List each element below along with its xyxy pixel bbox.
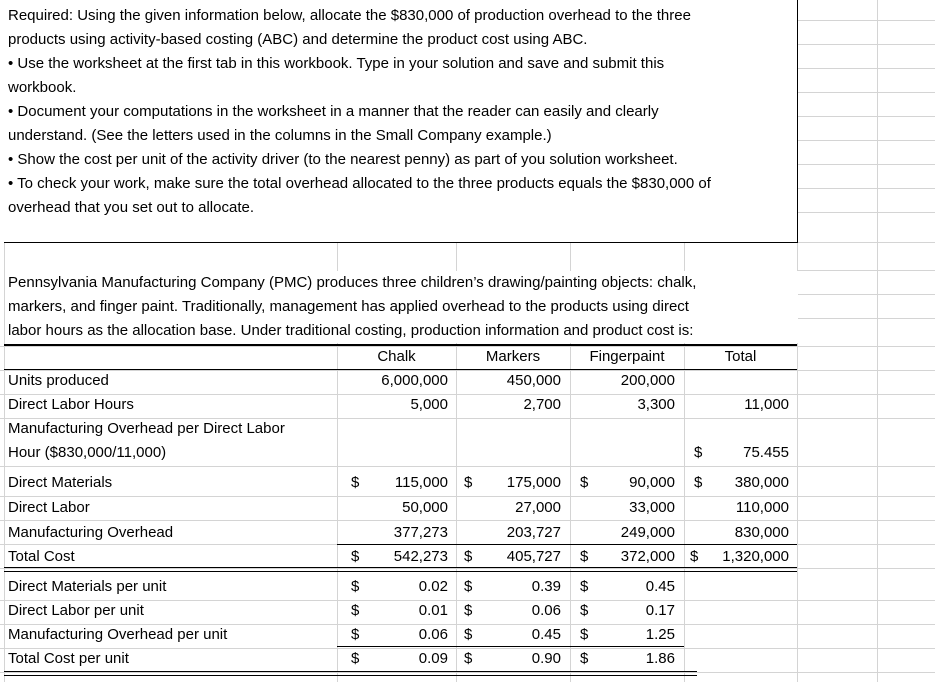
- units-fingerpaint: 200,000: [620, 372, 675, 389]
- required-line: • Use the worksheet at the first tab in this workbook. Type in your solution and save and submit this: [8, 55, 665, 72]
- moh-markers: 203,727: [506, 524, 561, 541]
- row-label-dl: Direct Labor: [8, 499, 90, 516]
- tc-chalk-dollar: $: [351, 548, 360, 565]
- tc-unit-double-underline: [4, 671, 697, 676]
- dm-fingerpaint: 90,000: [629, 474, 675, 491]
- dm-chalk-dollar: $: [351, 474, 360, 491]
- tc-fingerpaint: 372,000: [620, 548, 675, 565]
- tc-fingerpaint-dollar: $: [580, 548, 589, 565]
- row-label-units: Units produced: [8, 372, 109, 389]
- required-line: • Show the cost per unit of the activity driver (to the nearest penny) as part of you solution worksheet.: [8, 151, 678, 168]
- dl-chalk: 50,000: [402, 499, 448, 516]
- dm-markers: 175,000: [506, 474, 561, 491]
- tc-unit-markers: 0.90: [531, 650, 561, 667]
- header-bottom-border: [4, 369, 797, 370]
- dm-chalk: 115,000: [394, 474, 448, 491]
- tc-unit-chalk-dollar: $: [351, 650, 360, 667]
- row-label-dl-unit: Direct Labor per unit: [8, 602, 144, 619]
- row-label-moh-rate-2: Hour ($830,000/11,000): [8, 444, 167, 461]
- header-total: Total: [724, 348, 757, 365]
- required-line: • To check your work, make sure the total overhead allocated to the three products equals the $830,000 of: [8, 175, 711, 192]
- row-label-tc-unit: Total Cost per unit: [8, 650, 129, 667]
- row-label-moh-rate-1: Manufacturing Overhead per Direct Labor: [8, 420, 285, 437]
- dl-unit-markers: 0.06: [531, 602, 561, 619]
- tc-markers: 405,727: [506, 548, 561, 565]
- requirements-box: [4, 0, 798, 243]
- total-cost-double-underline: [337, 567, 797, 572]
- row-label-dlh: Direct Labor Hours: [8, 396, 134, 413]
- description-text: [8, 271, 798, 343]
- tc-unit-fingerpaint: 1.86: [645, 650, 675, 667]
- moh-rate-total: 75.455: [743, 444, 789, 461]
- moh-unit-markers: 0.45: [531, 626, 561, 643]
- dm-unit-markers-dollar: $: [464, 578, 473, 595]
- required-line: overhead that you set out to allocate.: [8, 199, 254, 216]
- dlh-chalk: 5,000: [410, 396, 448, 413]
- tc-chalk: 542,273: [393, 548, 448, 565]
- dm-total-dollar: $: [694, 474, 703, 491]
- units-markers: 450,000: [506, 372, 561, 389]
- required-line: • Document your computations in the worksheet in a manner that the reader can easily and clearly: [8, 103, 659, 120]
- dm-fingerpaint-dollar: $: [580, 474, 589, 491]
- dm-unit-chalk-dollar: $: [351, 578, 360, 595]
- required-line: products using activity-based costing (ABC) and determine the product cost using ABC.: [8, 31, 588, 48]
- dm-total: 380,000: [734, 474, 789, 491]
- dl-unit-chalk-dollar: $: [351, 602, 360, 619]
- header-fingerpaint: Fingerpaint: [589, 348, 665, 365]
- description-line: labor hours as the allocation base. Under traditional costing, production information and product cost is:: [8, 322, 694, 339]
- dl-unit-fingerpaint: 0.17: [645, 602, 675, 619]
- moh-unit-chalk: 0.06: [418, 626, 448, 643]
- required-line: understand. (See the letters used in the columns in the Small Company example.): [8, 127, 552, 144]
- tc-unit-chalk: 0.09: [418, 650, 448, 667]
- dl-fingerpaint: 33,000: [629, 499, 675, 516]
- moh-unit-markers-dollar: $: [464, 626, 473, 643]
- row-label-dm-unit: Direct Materials per unit: [8, 578, 167, 595]
- total-cost-label-underline: [4, 567, 337, 572]
- row-label-tc: Total Cost: [8, 548, 75, 565]
- tc-markers-dollar: $: [464, 548, 473, 565]
- description-line: markers, and finger paint. Traditionally, management has applied overhead to the products using direct: [8, 298, 689, 315]
- moh-unit-fingerpaint: 1.25: [645, 626, 675, 643]
- dl-unit-fingerpaint-dollar: $: [580, 602, 589, 619]
- required-line: Required: Using the given information below, allocate the $830,000 of production overhead to the three: [8, 7, 691, 24]
- dl-unit-markers-dollar: $: [464, 602, 473, 619]
- header-chalk: Chalk: [377, 348, 416, 365]
- header-markers: Markers: [485, 348, 541, 365]
- moh-total: 830,000: [734, 524, 789, 541]
- dl-markers: 27,000: [515, 499, 561, 516]
- dlh-markers: 2,700: [523, 396, 561, 413]
- moh-fingerpaint: 249,000: [620, 524, 675, 541]
- total-cost-top-border: [337, 544, 797, 545]
- dm-markers-dollar: $: [464, 474, 473, 491]
- tc-unit-top-border: [337, 646, 684, 647]
- tc-total: 1,320,000: [722, 548, 789, 565]
- dm-unit-markers: 0.39: [531, 578, 561, 595]
- requirements-text: [8, 4, 793, 220]
- dl-unit-chalk: 0.01: [418, 602, 448, 619]
- units-chalk: 6,000,000: [381, 372, 448, 389]
- row-label-moh-unit: Manufacturing Overhead per unit: [8, 626, 228, 643]
- moh-unit-chalk-dollar: $: [351, 626, 360, 643]
- dl-total: 110,000: [735, 499, 789, 516]
- row-label-moh: Manufacturing Overhead: [8, 524, 174, 541]
- moh-unit-fingerpaint-dollar: $: [580, 626, 589, 643]
- dm-unit-fingerpaint: 0.45: [645, 578, 675, 595]
- row-label-dm: Direct Materials: [8, 474, 113, 491]
- description-line: Pennsylvania Manufacturing Company (PMC) produces three children’s drawing/painting objects: chalk,: [8, 274, 697, 291]
- tc-total-dollar: $: [690, 548, 699, 565]
- dm-unit-chalk: 0.02: [418, 578, 448, 595]
- dm-unit-fingerpaint-dollar: $: [580, 578, 589, 595]
- tc-unit-fingerpaint-dollar: $: [580, 650, 589, 667]
- description-bottom-border: [4, 344, 797, 346]
- dlh-fingerpaint: 3,300: [637, 396, 675, 413]
- moh-chalk: 377,273: [393, 524, 448, 541]
- required-line: workbook.: [8, 79, 77, 96]
- tc-unit-markers-dollar: $: [464, 650, 473, 667]
- dlh-total: 11,000: [744, 396, 789, 413]
- moh-rate-dollar: $: [694, 444, 703, 461]
